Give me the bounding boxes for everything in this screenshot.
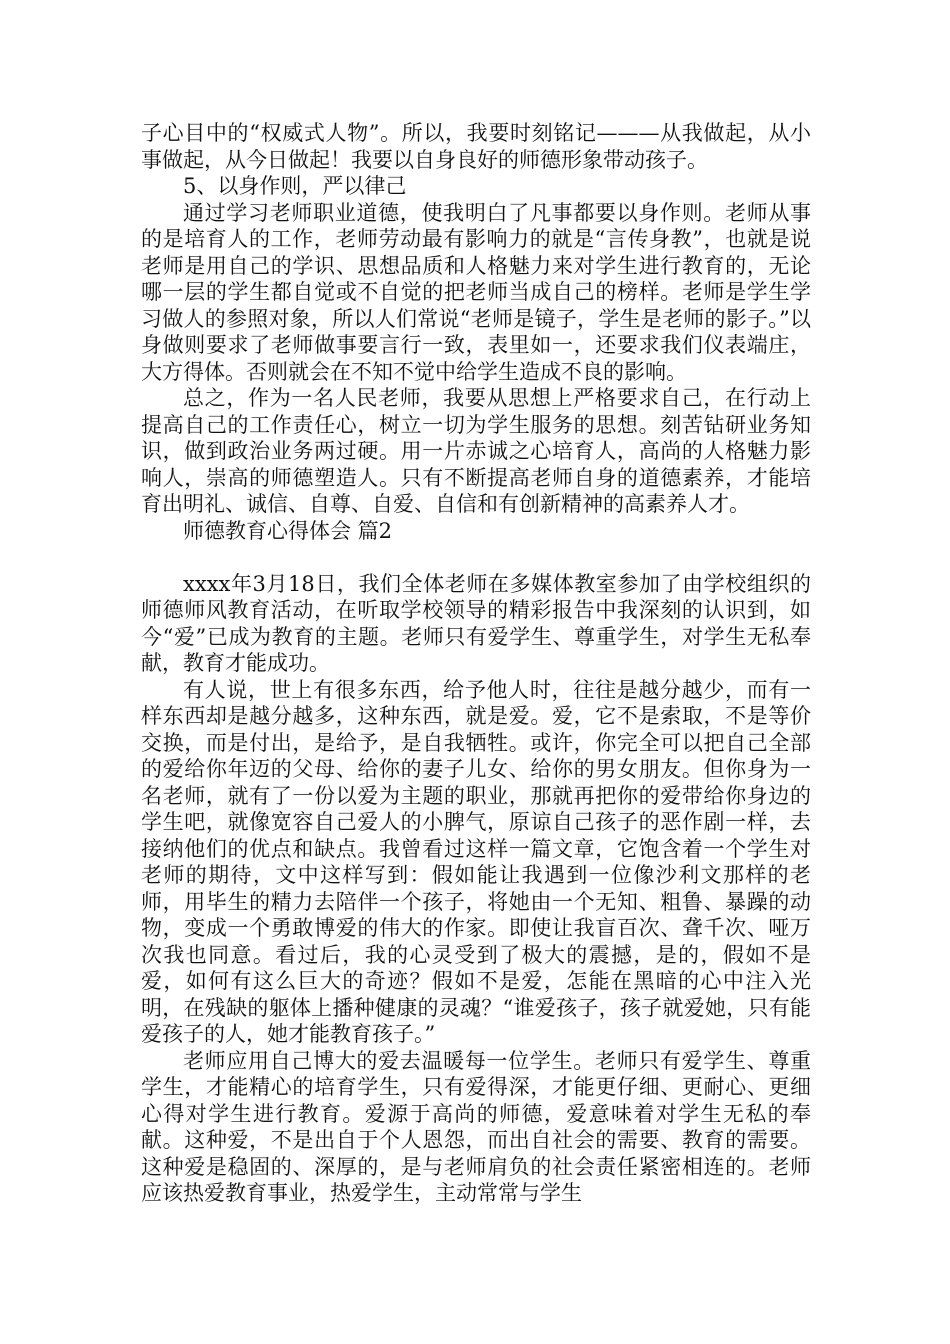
paragraph: 老师应用自己博大的爱去温暖每一位学生。老师只有爱学生、尊重学生，才能精心的培育学生，只有爱得深，才能更仔细、更耐心、更细心得对学生进行教育。爱源于高尚的师德，爱意味着对学生无私的奉献。这种爱，不是出自于个人恩怨，而出自社会的需要、教育的需要。这种爱是稳固的、深厚的，是与老师肩负的社会责任紧密相连的。老师应该热爱教育事业，热爱学生，主动常常与学生 xyxy=(141,1048,811,1205)
paragraph: 通过学习老师职业道德，使我明白了凡事都要以身作则。老师从事的是培育人的工作，老师劳动最有影响力的就是“言传身教”，也就是说老师是用自己的学识、思想品质和人格魅力来对学生进行教育的，无论哪一层的学生都自觉或不自觉的把老师当成自己的榜样。老师是学生学习做人的参照对象，所以人们常说“老师是镜子，学生是老师的影子。”以身做则要求了老师做事要言行一致，表里如一，还要求我们仪表端庄，大方得体。否则就会在不知不觉中给学生造成不良的影响。 xyxy=(141,200,811,384)
article-title-part-2: 师德教育心得体会 篇2 xyxy=(183,518,393,543)
paragraph: 有人说，世上有很多东西，给予他人时，往往是越分越少，而有一样东西却是越分越多，这种东西，就是爱。爱，它不是索取，不是等价交换，而是付出，是给予，是自我牺牲。或许，你完全可以把自己全部的爱给你年迈的父母、给你的妻子儿女、给你的男女朋友。但你身为一名老师，就有了一份以爱为主题的职业，那就再把你的爱带给你身边的学生吧，就像宽容自己爱人的小脾气，原谅自己孩子的恶作剧一样，去接纳他们的优点和缺点。我曾看过这样一篇文章，它饱含着一个学生对老师的期待，文中这样写到：假如能让我遇到一位像沙利文那样的老师，用毕生的精力去陪伴一个孩子，将她由一个无知、粗鲁、暴躁的动物，变成一个勇敢博爱的伟大的作家。即使让我盲百次、聋千次、哑万次我也同意。看过后，我的心灵受到了极大的震撼，是的，假如不是爱，如何有这么巨大的奇迹？假如不是爱，怎能在黑暗的心中注入光明，在残缺的躯体上播种健康的灵魂？“谁爱孩子，孩子就爱她，只有能爱孩子的人，她才能教育孩子。” xyxy=(141,677,811,1046)
section-heading-5: 5、以身作则，严以律己 xyxy=(183,174,407,198)
blank-line xyxy=(141,544,811,571)
document-body xyxy=(141,120,811,1207)
paragraph-continuation: 子心目中的“权威式人物”。所以，我要时刻铭记———从我做起，从小事做起，从今日做起！我要以自身良好的师德形象带动孩子。 xyxy=(141,121,811,172)
paragraph-summary: 总之，作为一名人民老师，我要从思想上严格要求自己，在行动上提高自己的工作责任心，树立一切为学生服务的思想。刻苦钻研业务知识，做到政治业务两过硬。用一片赤诚之心培育人，高尚的人格魅力影响人，崇高的师德塑造人。只有不断提高老师自身的道德素养，才能培育出明礼、诚信、自尊、自爱、自信和有创新精神的高素养人才。 xyxy=(141,386,811,516)
paragraph: xxxx年3月18日，我们全体老师在多媒体教室参加了由学校组织的师德师风教育活动，在听取学校领导的精彩报告中我深刻的认识到，如今“爱”已成为教育的主题。老师只有爱学生、尊重学生，对学生无私奉献，教育才能成功。 xyxy=(141,571,811,675)
